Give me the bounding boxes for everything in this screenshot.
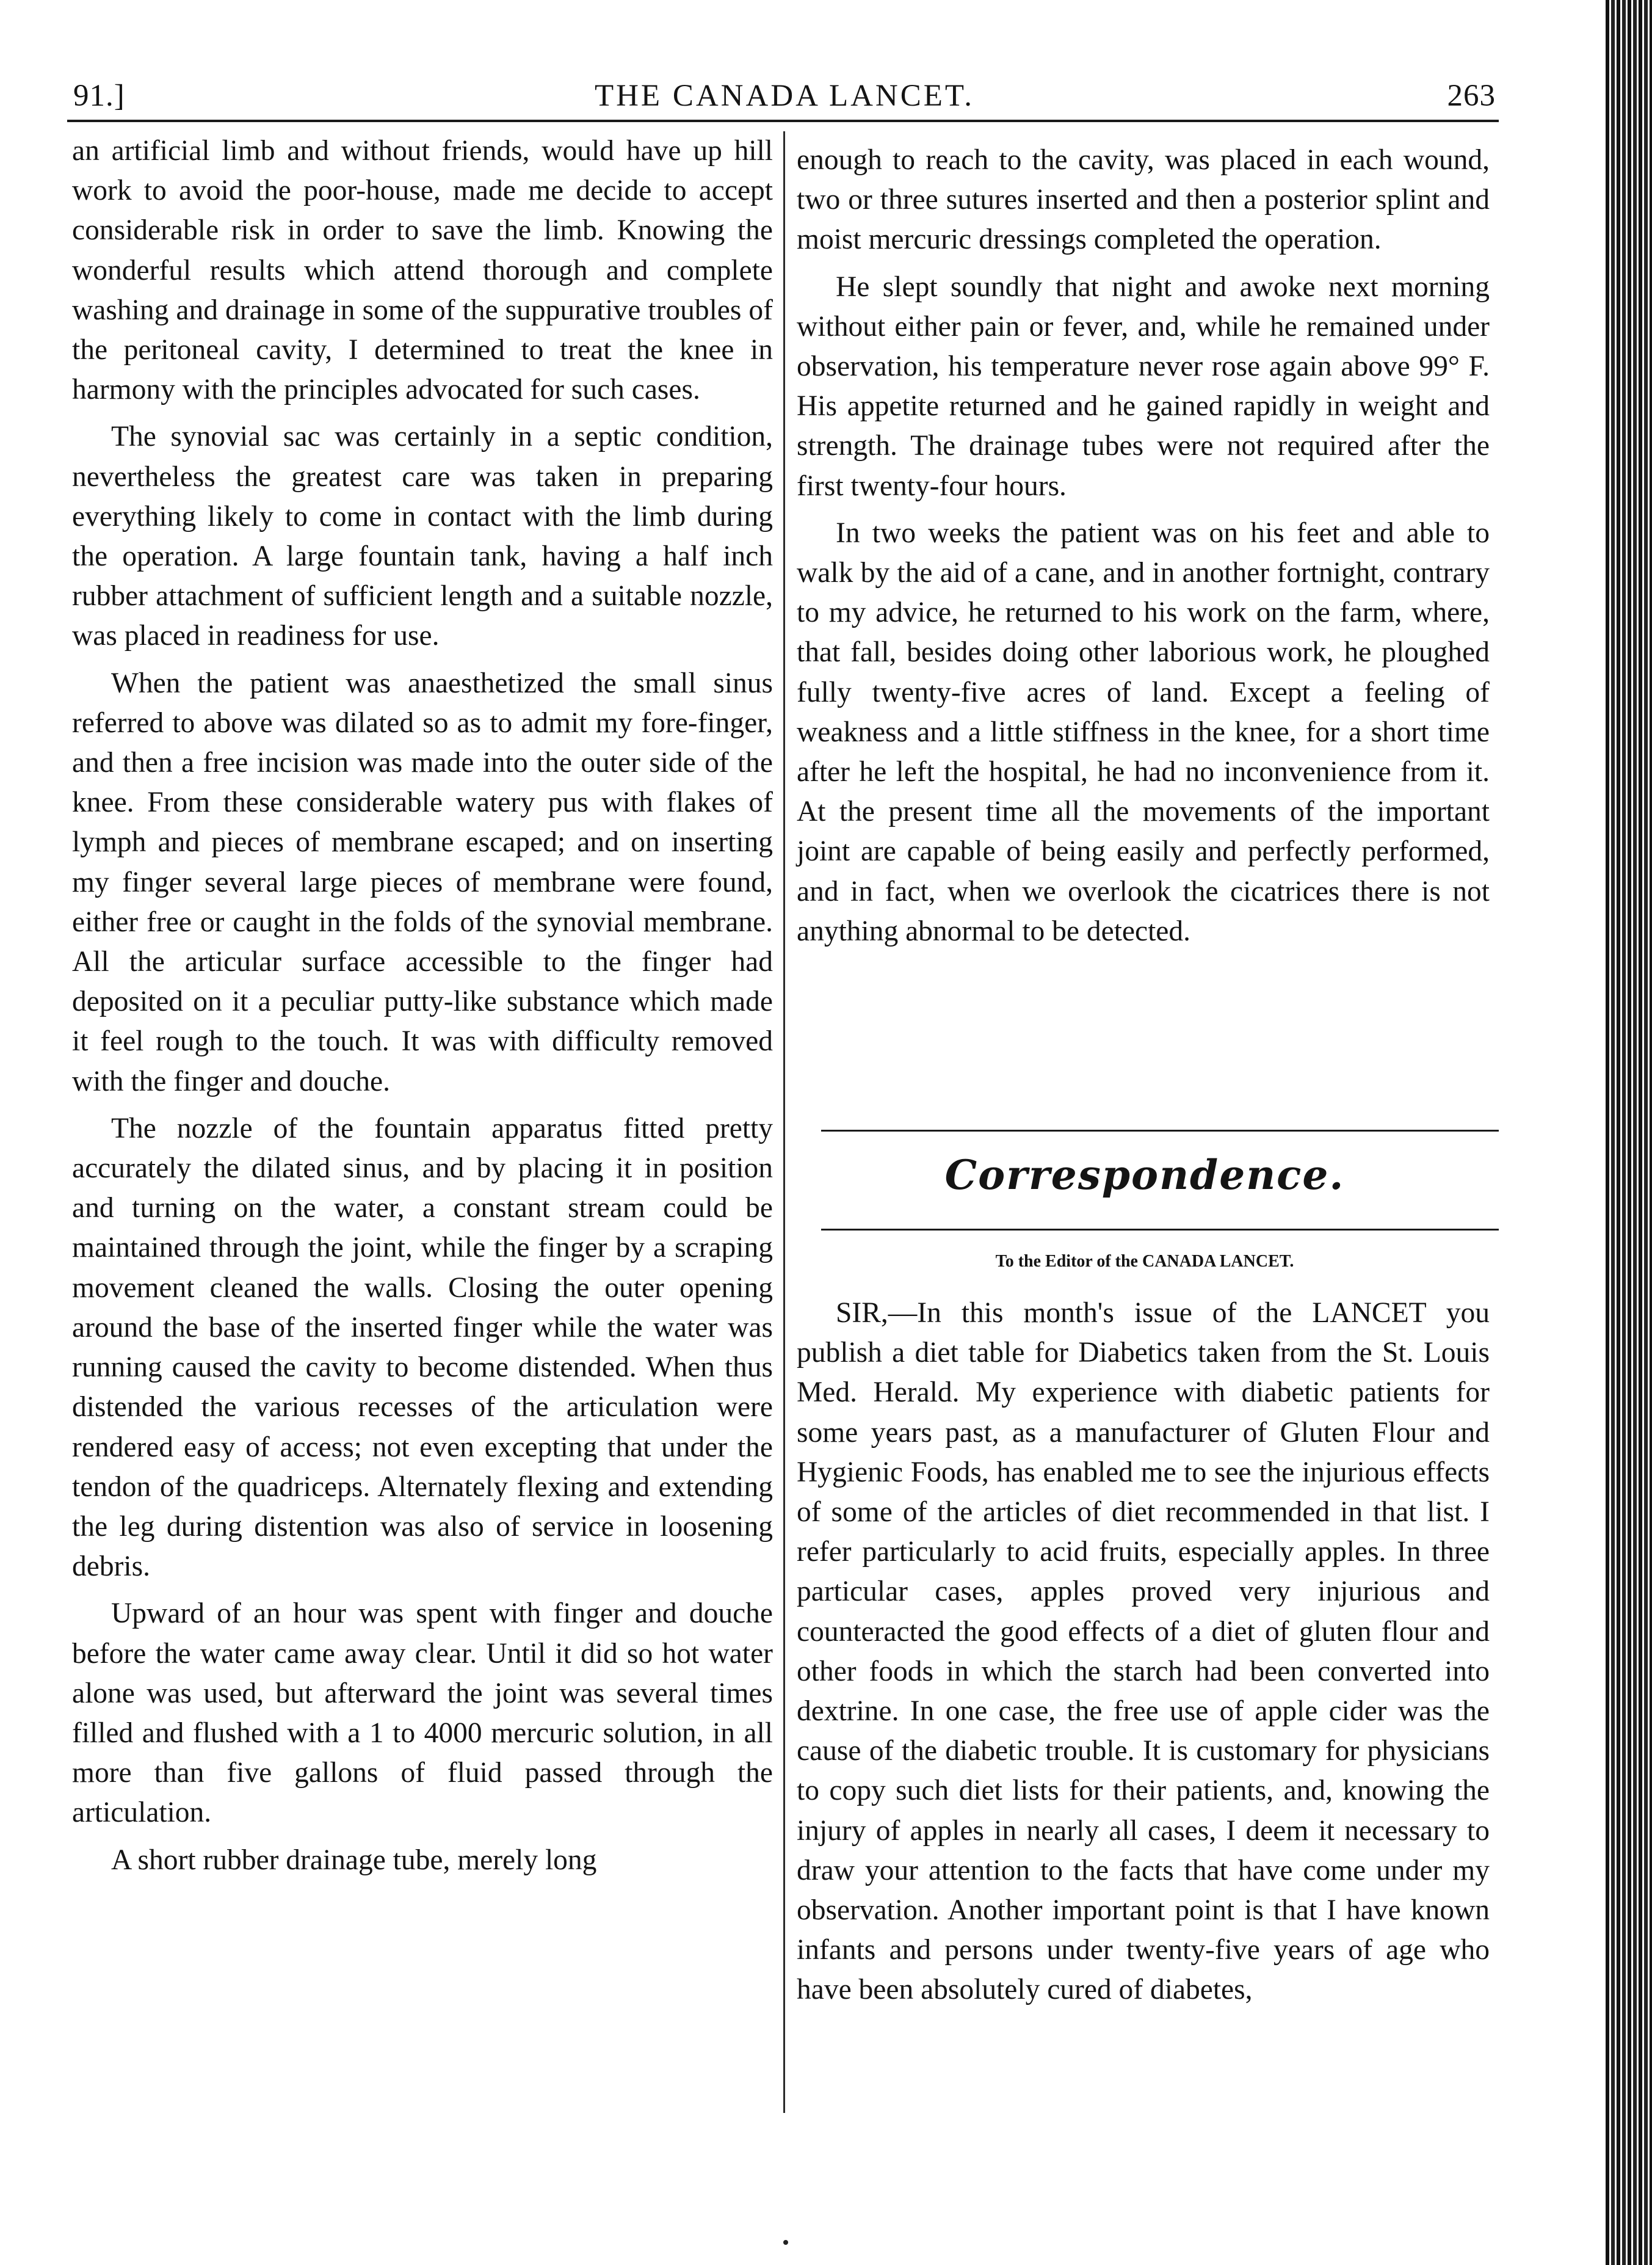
section-rule-top: [821, 1130, 1499, 1132]
column-divider: [783, 131, 785, 2113]
section-heading: Correspondence.: [944, 1151, 1345, 1199]
paragraph: He slept soundly that night and awoke next morning without either pain or fever, and, while he remained under observation, his temperature never rose again above 99° F. His appetite returned and he gained rapidly in weight and strength. The drainage tubes were not required after the first twenty-four hours.: [797, 271, 1490, 502]
header-rule: [67, 120, 1499, 122]
letter-body: —In this month's issue of the LANCET you publish a diet table for Diabetics taken from the St. Louis Med. Herald. My experience with diabetic patients for some years past, as a manufacturer of Gluten Flour and Hygienic Foods, has enabled me to see the injurious effects of some of the articles of diet recommended in that list. I refer particularly to acid fruits, especially apples. In three particular cases, apples proved very injurious and counteracted the good effects of a diet of gluten flour and other foods in which the starch had been converted into dextrine. In one case, the free use of apple cider was the cause of the diabetic trouble. It is customary for physicians to copy such diet lists for their patients, and, knowing the injury of apples in nearly all cases, I deem it necessary to draw your attention to the facts that have come under my observation. Another important point is that I have known infants and persons under twenty-five years of age who have been absolutely cured of diabetes,: [797, 1297, 1490, 2006]
page-mark: [783, 2240, 788, 2245]
paragraph: In two weeks the patient was on his feet and able to walk by the aid of a cane, and in another fortnight, contrary to my advice, he returned to his work on the farm, where, that fall, besides doing other laborious work, he ploughed fully twenty-five acres of land. Except a feeling of weakness and a little stiffness in the knee, for a short time after he left the hospital, he had no inconvenience from it. At the present time all the movements of the important joint are capable of being easily and perfectly performed, and in fact, when we overlook the cicatrices there is not anything abnormal to be detected.: [797, 517, 1490, 947]
right-column: [797, 140, 1490, 959]
paragraph: enough to reach to the cavity, was placed in each wound, two or three sutures inserted and then a posterior splint and moist mercuric dressings completed the operation.: [797, 144, 1490, 256]
running-header: [73, 78, 1496, 133]
paragraph: The nozzle of the fountain apparatus fitted pretty accurately the dilated sinus, and by placing it in position and turning on the water, a constant stream could be maintained through the joint, while the finger by a scraping movement cleaned the walls. Closing the outer opening around the base of the inserted finger while the water was running caused the cavity to become distended. When thus distended the various recesses of the articulation were rendered easy of access; not even excepting that under the tendon of the quadriceps. Alternately flexing and extending the leg during distention was also of service in loosening debris.: [72, 1112, 773, 1583]
journal-title: THE CANADA LANCET.: [594, 79, 975, 113]
paragraph: A short rubber drainage tube, merely long: [111, 1844, 597, 1876]
paragraph: an artificial limb and without friends, would have up hill work to avoid the poor-house, made me decide to accept considerable risk in order to save the limb. Knowing the wonderful results which attend thorough and complete washing and drainage in some of the suppurative troubles of the peritoneal cavity, I determined to treat the knee in harmony with the principles advocated for such cases.: [72, 135, 773, 406]
paragraph: The synovial sac was certainly in a septic condition, nevertheless the greatest care was taken in preparing everything likely to come in contact with the limb during the operation. A large fountain tank, having a half inch rubber attachment of sufficient length and a suitable nozzle, was placed in readiness for use.: [72, 421, 773, 652]
letter: [797, 1293, 1490, 2018]
page-number: 263: [1447, 79, 1496, 113]
letter-salutation: SIR,: [836, 1297, 888, 1329]
page-ref: 91.]: [73, 79, 125, 113]
left-column: [72, 131, 773, 1888]
page-edge-scan-artifact: [1606, 0, 1652, 2265]
paragraph: Upward of an hour was spent with finger and douche before the water came away clear. Until it did so hot water alone was used, but afterward the joint was several times filled and flushed with a 1 to 4000 mercuric solution, in all more than five gallons of fluid passed through the articulation.: [72, 1598, 773, 1829]
paragraph: When the patient was anaesthetized the small sinus referred to above was dilated so as to admit my fore-finger, and then a free incision was made into the outer side of the knee. From these considerable watery pus with flakes of lymph and pieces of membrane escaped; and on inserting my finger several large pieces of membrane were found, either free or caught in the folds of the synovial membrane. All the articular surface accessible to the finger had deposited on it a peculiar putty-like substance which made it feel rough to the touch. It was with difficulty removed with the finger and douche.: [72, 667, 773, 1097]
section-rule-bottom: [821, 1229, 1499, 1231]
editor-address: To the Editor of the CANADA LANCET.: [995, 1252, 1294, 1271]
